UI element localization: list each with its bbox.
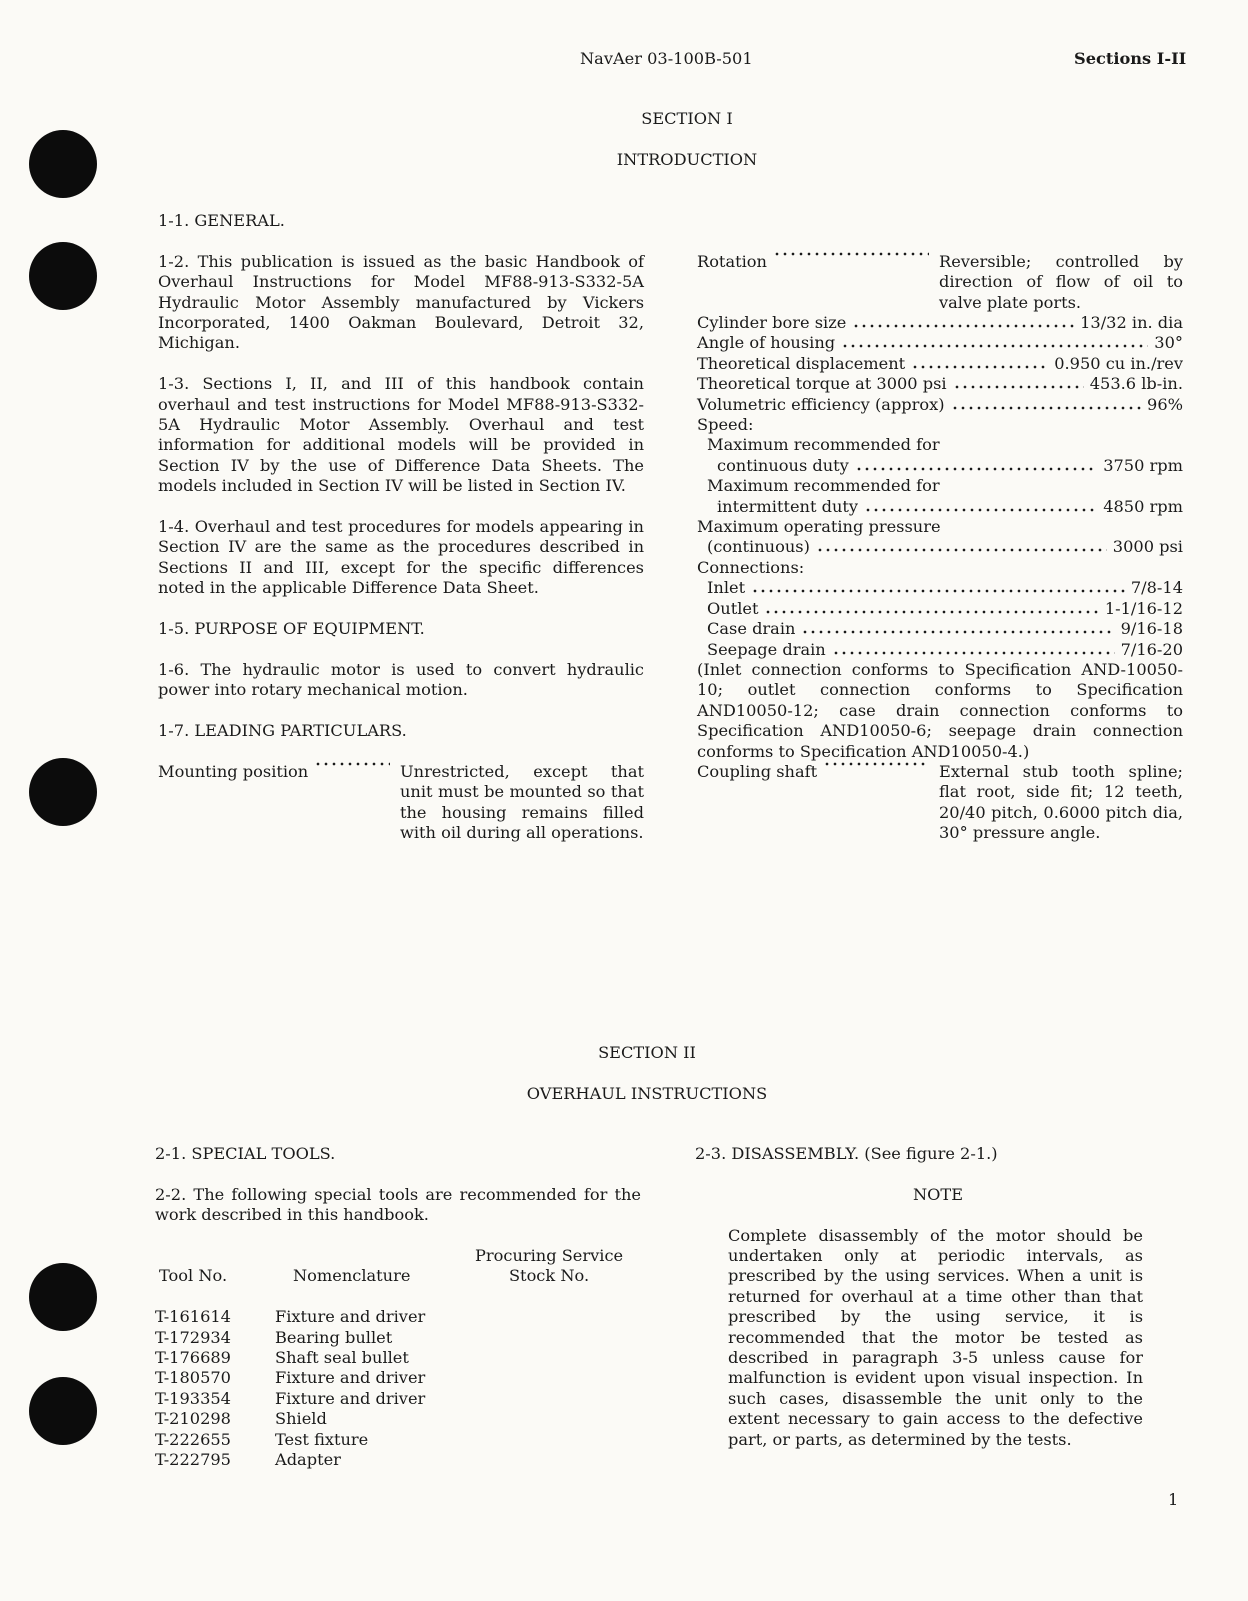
leader-dots [314,762,390,766]
section2-right-column [695,1144,1181,1470]
tool-number: T-193354 [155,1388,231,1408]
table-row [155,1389,623,1409]
particular-row [697,640,1183,660]
leader-dots [841,344,1148,348]
paragraph-1-4: 1-4. Overhaul and test procedures for models appearing in Section IV are the same as the procedures described in Sections II and III, except for the specific differences noted in the applicable Difference Data Sheet. [158,517,644,598]
punch-hole [29,1377,97,1445]
particular-value: 3000 psi [1112,537,1183,557]
column-header: Nomenclature [293,1266,411,1286]
leader-dots [816,548,1107,552]
connections-label: Connections: [697,557,805,577]
special-tools-table [155,1246,623,1470]
speed-intermittent-label: Maximum recommended for [707,476,940,496]
punch-hole [29,758,97,826]
document-number: NavAer 03-100B-501 [580,49,753,68]
paragraph-heading: 2-1. SPECIAL TOOLS. [155,1144,336,1163]
particular-value: 453.6 lb-in. [1089,374,1183,394]
punch-hole [29,1263,97,1331]
paragraph-heading: 1-5. PURPOSE OF EQUIPMENT. [158,619,425,639]
column-header: Tool No. [159,1266,228,1286]
section-subtitle: OVERHAUL INSTRUCTIONS [526,1084,768,1103]
particular-rows [697,313,1183,415]
section-subtitle: INTRODUCTION [616,150,758,169]
particular-value: 13/32 in. dia [1080,313,1183,333]
particular-value: Unrestricted, except that unit must be mounted so that the housing remains filled with oil during all operations. [400,761,644,843]
tool-nomenclature: Fixture and driver [275,1368,426,1388]
particular-label: (continuous) [707,537,810,557]
particular-value: External stub tooth spline; flat root, side fit; 12 teeth, 20/40 pitch, 0.6000 pitch dia, 30° pressure angle. [939,761,1183,843]
leader-dots [855,467,1097,471]
tool-number: T-222655 [155,1429,231,1449]
particular-label: Coupling shaft [697,761,818,781]
particular-row [697,456,1183,476]
leader-dots [832,651,1115,655]
punch-hole [29,242,97,310]
leader-dots [953,385,1084,389]
table-header-row [155,1246,623,1266]
column-header: Procuring Service [475,1246,624,1265]
tool-nomenclature: Fixture and driver [275,1388,426,1408]
note-text: Complete disassembly of the motor should be undertaken only at periodic intervals, as prescribed by the using services. When a unit is returned for overhaul at a time other than that prescribed by the using service, it is recommended that the motor be tested as described in paragraph 3-5 unless cause for malfunction is evident upon visual inspection. In such cases, disassemble the unit only to the extent necessary to gain access to the defective part, or parts, as determined by the tests. [728,1225,1143,1449]
particular-label: intermittent duty [717,496,859,516]
tool-number: T-161614 [155,1307,231,1327]
particular-label: Cylinder bore size [697,313,847,333]
table-row [155,1368,623,1388]
table-row [155,1348,623,1368]
table-row [155,1450,623,1470]
table-row [155,1328,623,1348]
particular-value: 7/8-14 [1130,578,1183,598]
tool-number: T-176689 [155,1348,231,1368]
tool-nomenclature: Shaft seal bullet [275,1348,409,1368]
section1-right-column [697,211,1183,844]
leader-dots [951,406,1141,410]
leader-dots [852,324,1074,328]
particular-row [697,599,1183,619]
particular-label: Theoretical displacement [697,353,906,373]
paragraph-1-6: 1-6. The hydraulic motor is used to convert hydraulic power into rotary mechanical motion. [158,659,644,700]
table-row [155,1307,623,1327]
paragraph-2-2: 2-2. The following special tools are recommended for the work described in this handbook. [155,1184,641,1225]
particular-row [697,578,1183,598]
particular-rotation [697,252,1183,313]
tool-number: T-172934 [155,1327,231,1347]
tool-nomenclature: Fixture and driver [275,1307,426,1327]
tool-nomenclature: Test fixture [275,1429,369,1449]
tool-nomenclature: Adapter [275,1450,341,1470]
particular-label: Mounting position [158,761,309,781]
sections-label: Sections I-II [1074,49,1187,68]
tool-number: T-222795 [155,1450,231,1470]
particular-value: Reversible; controlled by direction of flow of oil to valve plate ports. [939,251,1183,312]
particular-label: Volumetric efficiency (approx) [697,394,945,414]
particular-value: 1-1/16-12 [1104,598,1183,618]
table-row [155,1409,623,1429]
paragraph-heading: 1-7. LEADING PARTICULARS. [158,721,407,741]
connections-note: (Inlet connection conforms to Specification AND-10050-10; outlet connection conforms to Specification AND10050-12; case drain connection conforms to Specification AND10050-6; seepage drain connection conforms to Specification AND10050-4.) [697,659,1183,761]
particular-row [697,537,1183,557]
particular-row [697,497,1183,517]
particular-mounting [158,762,644,844]
section-title: SECTION I [641,109,733,128]
particular-row [697,374,1183,394]
leader-dots [773,252,929,256]
particular-label: Outlet [707,598,759,618]
paragraph-1-3: 1-3. Sections I, II, and III of this handbook contain overhaul and test instructions for Model MF88-913-S332-5A Hydraulic Motor Assembly. Overhaul and test information for additional models will be provided in Section IV by the use of Difference Data Sheets. The models included in Section IV will be listed in Section IV. [158,374,644,496]
particular-value: 7/16-20 [1120,639,1183,659]
particular-label: Angle of housing [697,333,836,353]
particular-value: 4850 rpm [1103,496,1183,516]
particular-label: Seepage drain [707,639,826,659]
particular-value: 0.950 cu in./rev [1054,353,1183,373]
tool-nomenclature: Shield [275,1409,327,1429]
section-title: SECTION II [598,1043,696,1062]
pressure-label: Maximum operating pressure [697,517,941,537]
mounting-continued-space [697,211,1183,252]
note-title: NOTE [912,1184,964,1204]
speed-continuous-label: Maximum recommended for [707,435,940,455]
particular-row [697,333,1183,353]
tool-number: T-180570 [155,1368,231,1388]
table-header-row [155,1266,623,1286]
particular-coupling [697,762,1183,844]
particular-value: 96% [1147,394,1183,414]
particular-row [697,395,1183,415]
particular-label: continuous duty [717,455,849,475]
particular-value: 3750 rpm [1103,455,1183,475]
page-number: 1 [1168,1490,1179,1509]
particular-label: Theoretical torque at 3000 psi [697,374,947,394]
section1-left-column [158,211,644,843]
column-header: Stock No. [508,1266,590,1286]
table-row [155,1430,623,1450]
leader-dots [823,762,929,766]
tool-nomenclature: Bearing bullet [275,1327,393,1347]
leader-dots [864,508,1097,512]
paragraph-heading: 1-1. GENERAL. [158,211,285,230]
particular-row [697,313,1183,333]
particular-label: Inlet [707,578,746,598]
particular-value: 30° [1154,333,1183,353]
leader-dots [911,365,1048,369]
tool-number: T-210298 [155,1409,231,1429]
particular-value: 9/16-18 [1120,619,1183,639]
leader-dots [751,589,1125,593]
section2-left-column [155,1144,641,1470]
particular-label: Case drain [707,619,796,639]
particular-row [697,619,1183,639]
leader-dots [764,610,1098,614]
speed-label: Speed: [697,415,754,435]
leader-dots [801,630,1114,634]
particular-label: Rotation [697,251,767,271]
particular-row [697,354,1183,374]
paragraph-heading: 2-3. DISASSEMBLY. (See figure 2-1.) [695,1144,998,1163]
paragraph-1-2: 1-2. This publication is issued as the basic Handbook of Overhaul Instructions for Model MF88-913-S332-5A Hydraulic Motor Assembly manufactured by Vickers Incorporated, 1400 Oakman Boulevard, Detroit 32, Michigan. [158,251,644,353]
